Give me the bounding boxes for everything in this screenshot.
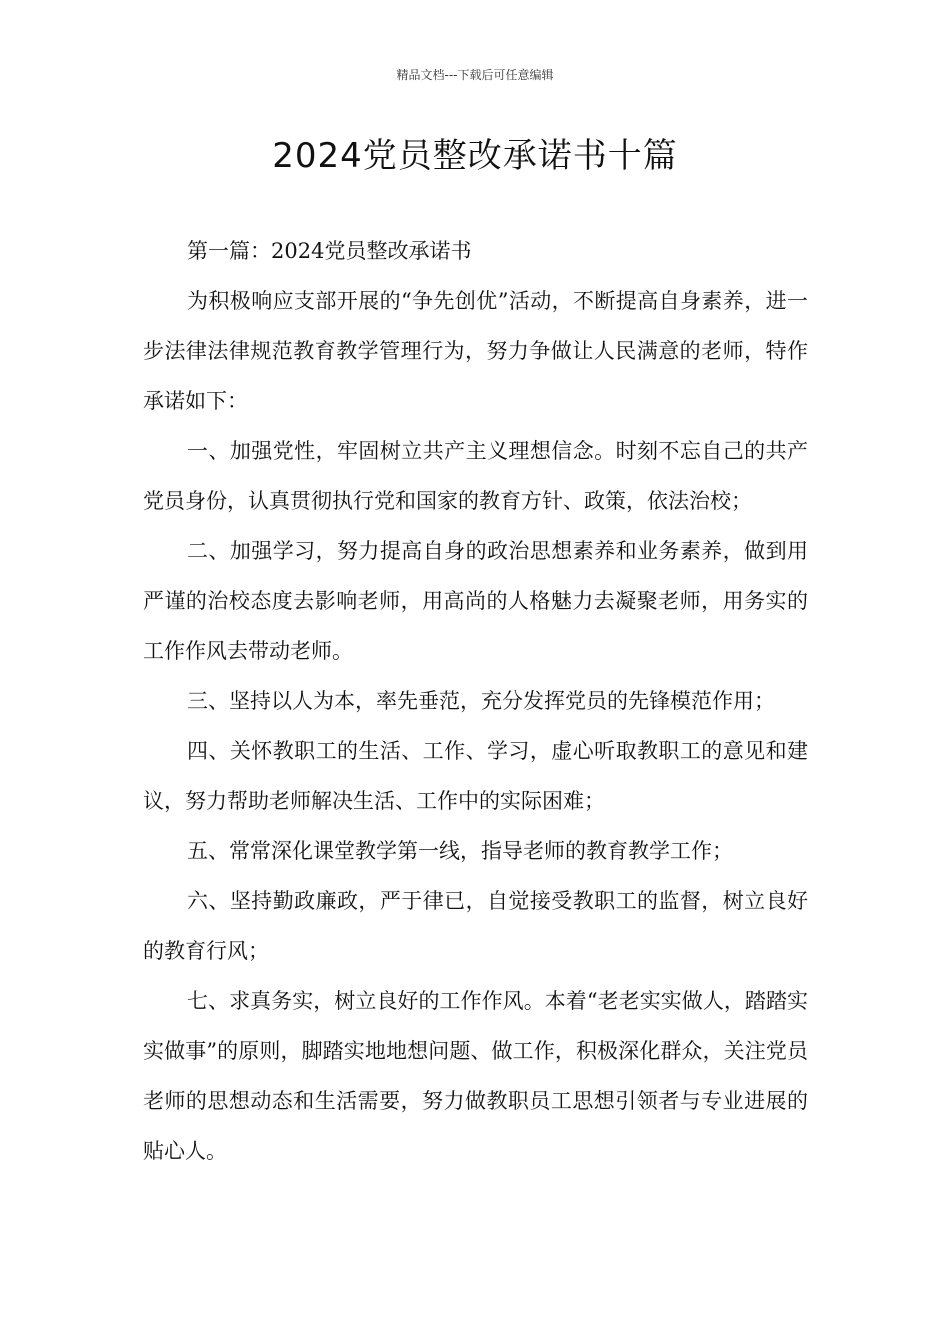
commitment-item: 五、常常深化课堂教学第一线，指导老师的教育教学工作； bbox=[187, 839, 733, 863]
document-title: 2024党员整改承诺书十篇 bbox=[272, 136, 678, 176]
intro-paragraph: 为积极响应支部开展的“争先创优”活动，不断提高自身素养，进一步法律法律规范教育教学管理行为，努力争做让人民满意的老师，特作承诺如下： bbox=[143, 289, 808, 413]
document-body bbox=[143, 226, 808, 1176]
commitment-item: 六、坚持勤政廉政，严于律已，自觉接受教职工的监督，树立良好的教育行风； bbox=[143, 889, 808, 963]
commitment-item: 四、关怀教职工的生活、工作、学习，虚心听取教职工的意见和建议，努力帮助老师解决生活、工作中的实际困难； bbox=[143, 739, 808, 813]
header-note: 精品文档---下载后可任意编辑 bbox=[396, 68, 554, 82]
commitment-item: 二、加强学习，努力提高自身的政治思想素养和业务素养，做到用严谨的治校态度去影响老师，用高尚的人格魅力去凝聚老师，用务实的工作作风去带动老师。 bbox=[143, 539, 808, 663]
commitment-item: 七、求真务实，树立良好的工作作风。本着“老老实实做人，踏踏实实做事”的原则，脚踏实地地想问题、做工作，积极深化群众，关注党员老师的思想动态和生活需要，努力做教职员工思想引领者与专业进展的贴心人。 bbox=[143, 989, 808, 1163]
commitment-item: 一、加强党性，牢固树立共产主义理想信念。时刻不忘自己的共产党员身份，认真贯彻执行党和国家的教育方针、政策，依法治校； bbox=[143, 439, 808, 513]
commitment-item: 三、坚持以人为本，率先垂范，充分发挥党员的先锋模范作用； bbox=[187, 689, 775, 713]
section-heading: 第一篇：2024党员整改承诺书 bbox=[187, 239, 472, 263]
